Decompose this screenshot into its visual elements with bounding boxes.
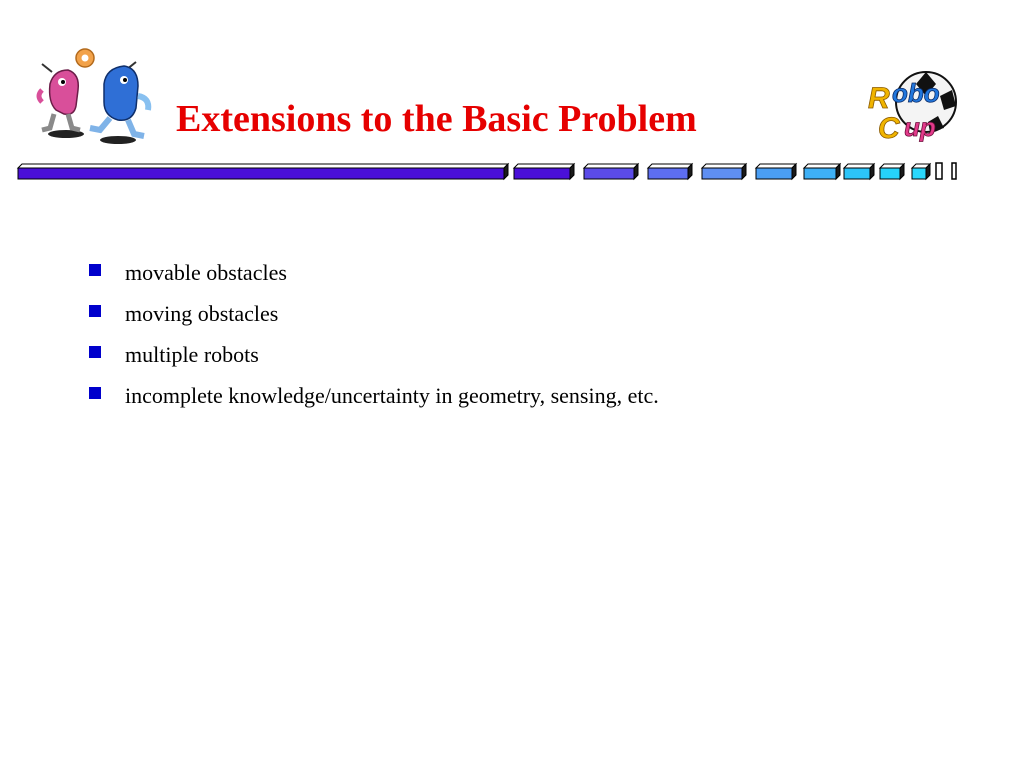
robots-playing-soccer-icon bbox=[28, 44, 166, 160]
divider-segment bbox=[880, 164, 904, 179]
divider-segment bbox=[804, 164, 840, 179]
bullet-text: moving obstacles bbox=[125, 301, 279, 326]
robocup-letter-c: C bbox=[878, 112, 900, 145]
robocup-logo bbox=[864, 70, 960, 146]
divider-segment bbox=[648, 164, 692, 179]
divider-end-marker bbox=[936, 163, 942, 179]
divider-segment bbox=[912, 164, 930, 179]
divider-end-marker bbox=[952, 163, 956, 179]
bullet-item bbox=[88, 293, 659, 334]
bullet-text: multiple robots bbox=[125, 342, 259, 367]
robocup-letter-r: R bbox=[868, 82, 890, 115]
divider-segment bbox=[844, 164, 874, 179]
square-bullet-icon bbox=[89, 305, 101, 317]
bullet-item bbox=[88, 375, 659, 416]
divider-segment bbox=[756, 164, 796, 179]
square-bullet-icon bbox=[89, 264, 101, 276]
bullet-text: movable obstacles bbox=[125, 260, 287, 285]
robot-soccer-logo bbox=[28, 44, 166, 160]
divider-segment bbox=[18, 164, 508, 179]
square-bullet-icon bbox=[89, 387, 101, 399]
bullet-item bbox=[88, 252, 659, 293]
divider-segment bbox=[702, 164, 746, 179]
robocup-letters-obo: obo bbox=[892, 78, 940, 108]
square-bullet-icon bbox=[89, 346, 101, 358]
slide-title: Extensions to the Basic Problem bbox=[176, 98, 697, 140]
segmented-bar-divider bbox=[14, 160, 964, 184]
divider-segment bbox=[514, 164, 574, 179]
bullet-text: incomplete knowledge/uncertainty in geometry, sensing, etc. bbox=[125, 383, 659, 408]
title-divider bbox=[14, 160, 964, 184]
robocup-letters-up: up bbox=[904, 112, 936, 142]
bullet-list bbox=[88, 252, 659, 416]
divider-segment bbox=[584, 164, 638, 179]
bullet-item bbox=[88, 334, 659, 375]
robocup-logo-icon bbox=[864, 70, 960, 146]
